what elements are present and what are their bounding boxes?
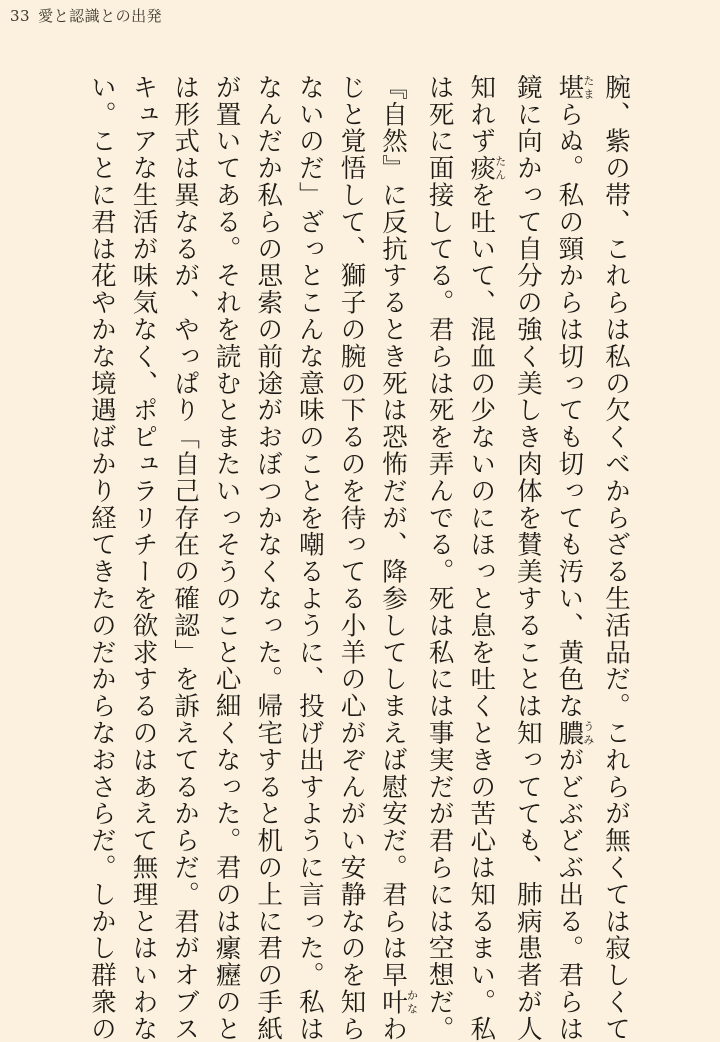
ruby-annotation xyxy=(554,74,595,101)
text-segment: は死に面接してる。君らは死を弄んでる。死は私には事実だが君らには空想だ。 xyxy=(424,74,455,1042)
text-line xyxy=(80,74,122,1042)
text-segment: じと覚悟して、獅子の腕の下るのを待ってる小羊の心がぞんがい安静なのを知ら xyxy=(336,74,367,1042)
ruby-base: 痰 xyxy=(466,154,497,182)
text-line xyxy=(594,74,636,1042)
text-line xyxy=(506,74,548,1042)
ruby-base: 膿 xyxy=(554,719,585,747)
text-segment: 腕、紫の帯、これらは私の欠くべからざる生活品だ。これらが無くては寂しくて xyxy=(601,74,631,1042)
text-segment: を吐いて、混血の少ないのにほっと息を吐くときの苦心は知るまい。私 xyxy=(466,181,497,1042)
text-line xyxy=(205,74,247,1042)
ruby-reading: たま xyxy=(581,74,595,101)
page-header xyxy=(10,6,162,26)
text-segment: ないのだ」ざっとこんな意味のことを嘲るように、投げ出すように言った。私は xyxy=(294,74,325,1042)
ruby-annotation xyxy=(554,719,595,747)
text-segment: キュアな生活が味気なく、ポピュラリチーを欲求するのはあえて無理とはいわな xyxy=(128,74,159,1042)
text-segment: がどぶどぶ出る。君らは xyxy=(554,746,585,1042)
text-segment: わ xyxy=(378,1015,409,1042)
ruby-annotation xyxy=(466,154,507,182)
text-segment: 鏡に向かって自分の強く美しき肉体を賛美することは知ってても、肺病患者が人 xyxy=(512,74,543,1042)
text-segment: なんだか私らの思索の前途がおぼつかなくなった。帰宅すると机の上に君の手紙 xyxy=(253,74,284,1042)
text-line xyxy=(330,74,372,1042)
text-line xyxy=(548,74,595,1042)
text-segment: 『自然』に反抗するとき死は恐怖だが、降参してしまえば慰安だ。君らは早 xyxy=(378,74,409,989)
text-line xyxy=(460,74,507,1042)
page-number: 33 xyxy=(10,7,31,25)
text-segment: は形式は異なるが、やっぱり「自己存在の確認」を訴えてるからだ。君がオブス xyxy=(170,74,201,1042)
ruby-base: 叶 xyxy=(378,988,409,1016)
text-line xyxy=(418,74,460,1042)
text-segment: い。ことに君は花やかな境遇ばかり経てきたのだからなおさらだ。しかし群衆の xyxy=(86,74,117,1042)
ruby-reading: かな xyxy=(405,988,419,1016)
text-segment: が置いてある。それを読むとまたいっそうのこと心細くなった。君のは瘰癧のと xyxy=(211,74,242,1042)
text-segment: 知れず xyxy=(466,74,497,155)
text-line xyxy=(247,74,289,1042)
text-line xyxy=(288,74,330,1042)
text-line xyxy=(122,74,164,1042)
text-line xyxy=(163,74,205,1042)
ruby-base: 堪 xyxy=(554,74,585,101)
ruby-reading: うみ xyxy=(581,719,595,747)
ruby-reading: たん xyxy=(493,154,507,182)
text-segment: らぬ。私の頸からは切っても切っても汚い、黄色な xyxy=(554,100,585,720)
body-text-column-block xyxy=(80,74,636,1042)
chapter-title: 愛と認識との出発 xyxy=(38,7,163,25)
ruby-annotation xyxy=(378,988,419,1016)
text-line xyxy=(371,74,419,1042)
